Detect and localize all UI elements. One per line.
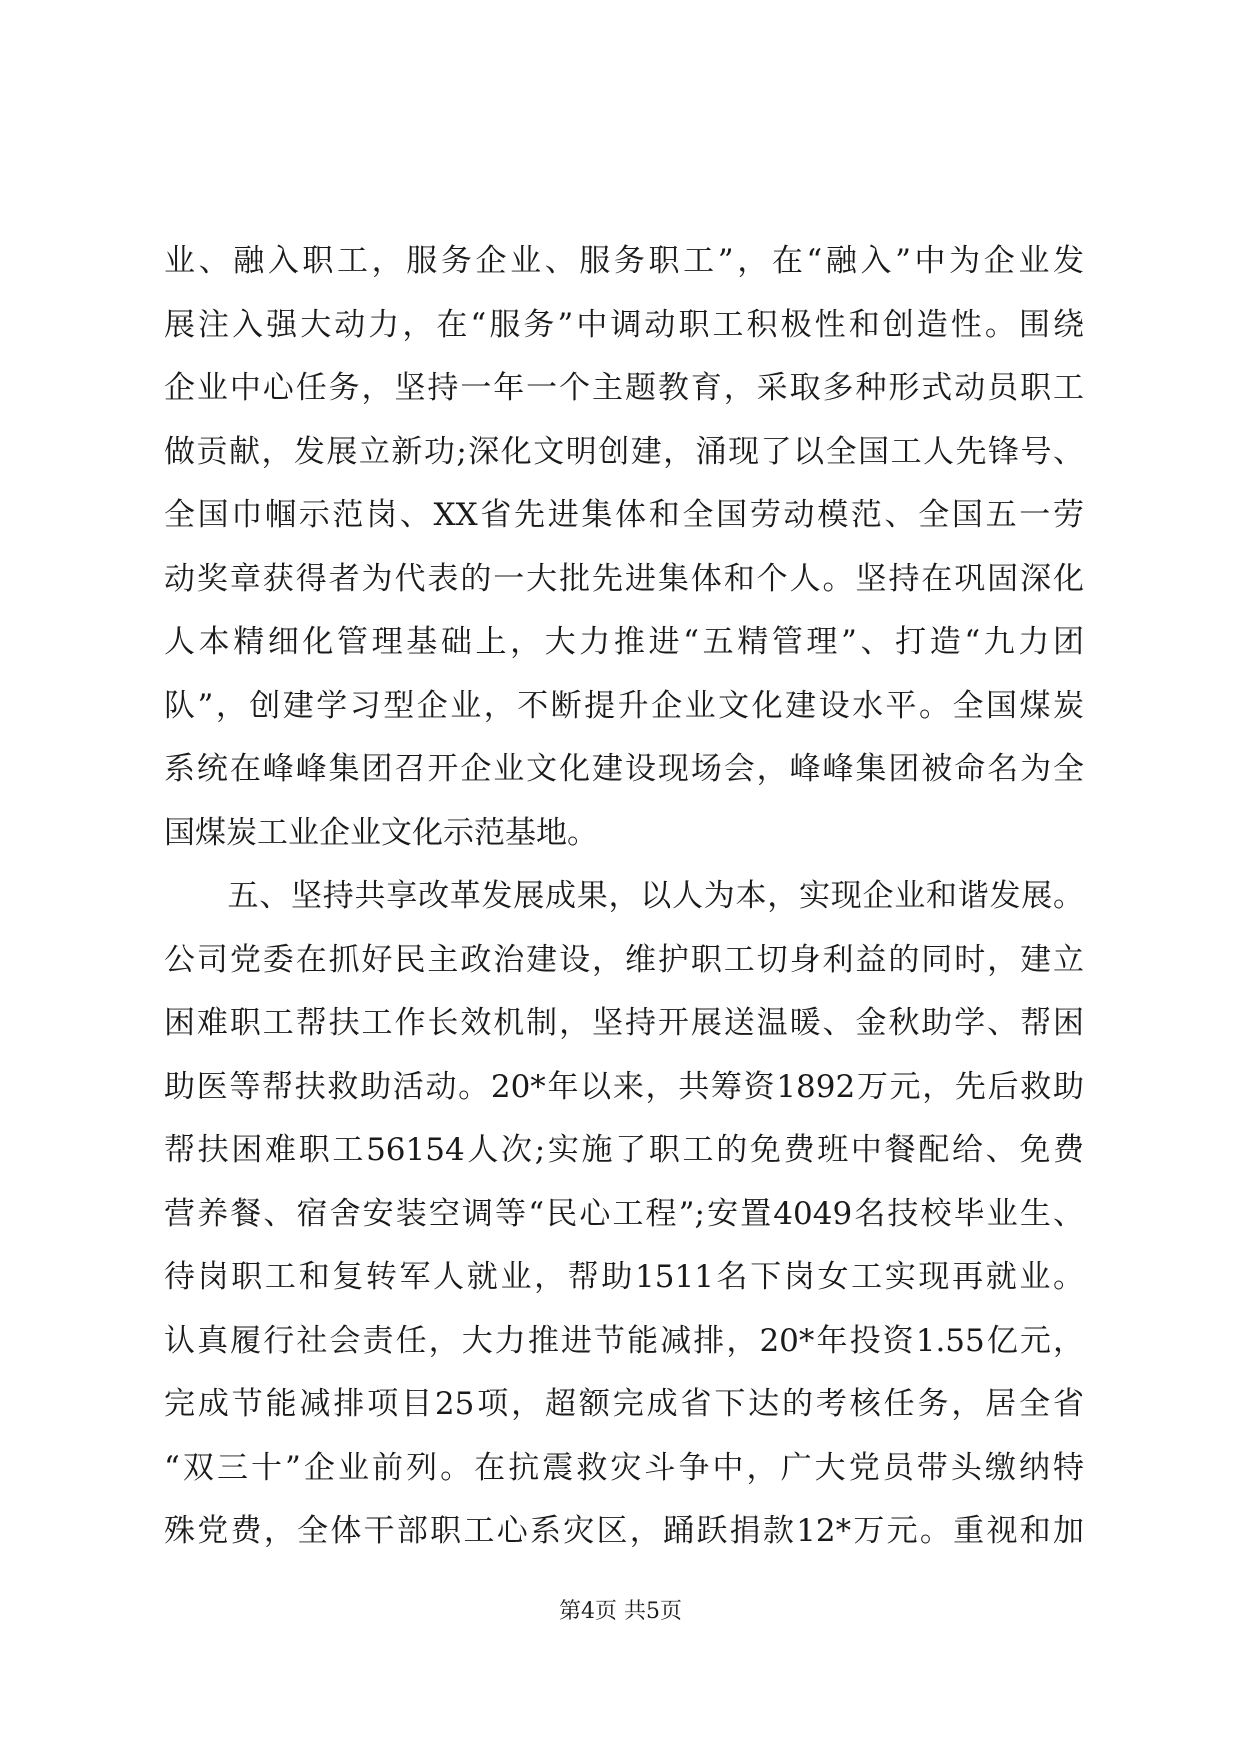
text-line: 助医等帮扶救助活动。20*年以来，共筹资1892万元，先后救助 <box>164 1068 1084 1105</box>
text-line: 系统在峰峰集团召开企业文化建设现场会，峰峰集团被命名为全 <box>164 751 1084 787</box>
text-line: 队”，创建学习型企业，不断提升企业文化建设水平。全国煤炭 <box>164 687 1084 724</box>
text-line: 做贡献，发展立新功;深化文明创建，涌现了以全国工人先锋号、 <box>164 433 1084 470</box>
text-line: 殊党费，全体干部职工心系灾区，踊跃捐款12*万元。重视和加 <box>164 1513 1084 1549</box>
text-line: 全国巾帼示范岗、XX省先进集体和全国劳动模范、全国五一劳 <box>164 497 1084 533</box>
text-line: 完成节能减排项目25项，超额完成省下达的考核任务，居全省 <box>164 1386 1084 1422</box>
text-line: 待岗职工和复转军人就业，帮助1511名下岗女工实现再就业。 <box>164 1259 1084 1295</box>
text-line: “双三十”企业前列。在抗震救灾斗争中，广大党员带头缴纳特 <box>164 1449 1084 1486</box>
text-line: 五、坚持共享改革发展成果，以人为本，实现企业和谐发展。 <box>164 878 1084 914</box>
text-line: 营养餐、宿舍安装空调等“民心工程”;安置4049名技校毕业生、 <box>164 1195 1084 1232</box>
text-line: 企业中心任务，坚持一年一个主题教育，采取多种形式动员职工 <box>164 370 1084 406</box>
text-line: 帮扶困难职工56154人次;实施了职工的免费班中餐配给、免费 <box>164 1132 1084 1168</box>
text-line: 公司党委在抓好民主政治建设，维护职工切身利益的同时，建立 <box>164 941 1084 978</box>
text-line: 展注入强大动力，在“服务”中调动职工积极性和创造性。围绕 <box>164 306 1084 343</box>
text-line: 困难职工帮扶工作长效机制，坚持开展送温暖、金秋助学、帮困 <box>164 1005 1084 1041</box>
text-line: 人本精细化管理基础上，大力推进“五精管理”、打造“九力团 <box>164 624 1084 660</box>
text-line: 业、融入职工，服务企业、服务职工”，在“融入”中为企业发 <box>164 243 1084 279</box>
text-line: 认真履行社会责任，大力推进节能减排，20*年投资1.55亿元， <box>164 1322 1084 1359</box>
text-line: 国煤炭工业企业文化示范基地。 <box>164 814 598 851</box>
page-number-footer: 第4页 共5页 <box>559 1599 682 1624</box>
text-line: 动奖章获得者为代表的一大批先进集体和个人。坚持在巩固深化 <box>164 560 1084 597</box>
body-text <box>164 230 1084 1564</box>
